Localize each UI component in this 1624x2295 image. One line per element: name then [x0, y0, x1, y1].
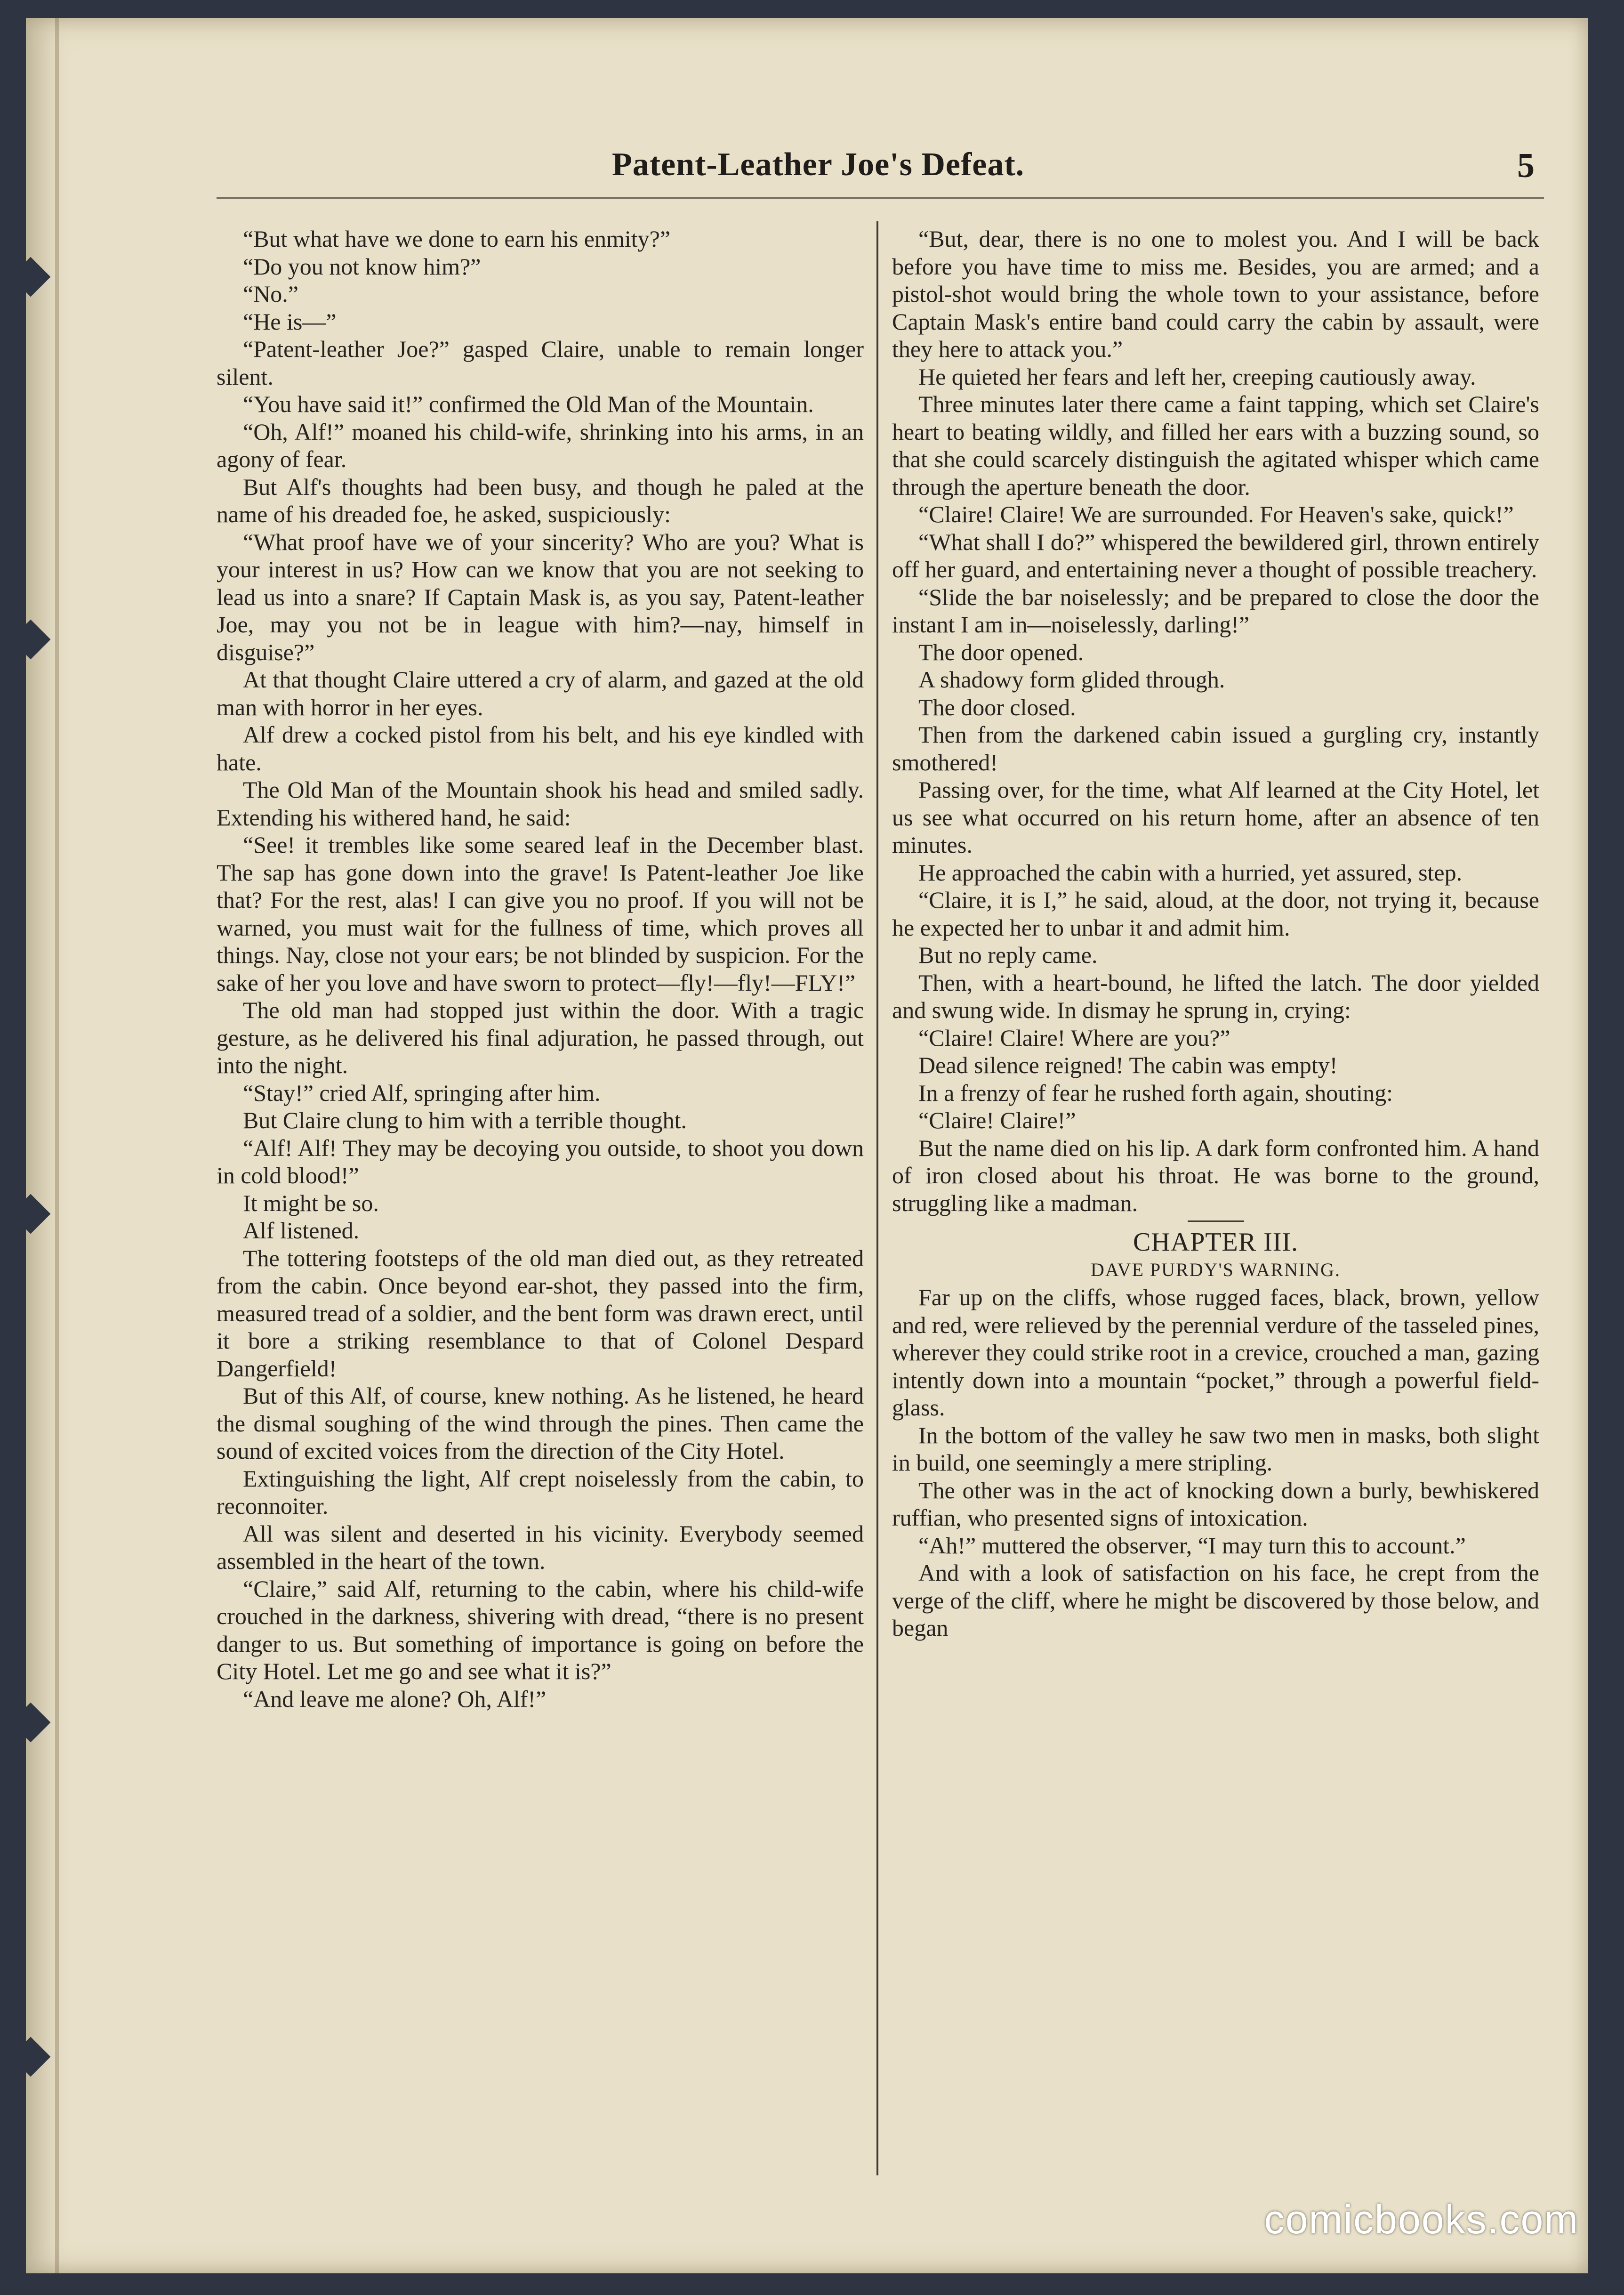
right-column [892, 225, 1539, 1642]
paragraph: “What shall I do?” whispered the bewildered girl, thrown entirely off her guard, and entertaining never a thought of possible treachery. [892, 528, 1539, 582]
column-divider [876, 221, 878, 2175]
paragraph: “He is—” [243, 308, 337, 335]
paragraph: “You have said it!” confirmed the Old Man of the Mountain. [243, 391, 814, 417]
paragraph: But the name died on his lip. A dark form confronted him. A hand of iron closed about his throat. He was borne to the ground, struggling like a madman. [892, 1134, 1539, 1216]
paragraph: In a frenzy of fear he rushed forth again, shouting: [918, 1079, 1393, 1106]
paragraph: “Patent-leather Joe?” gasped Claire, unable to remain longer silent. [217, 336, 864, 390]
chapter-subtitle: DAVE PURDY'S WARNING. [1090, 1259, 1341, 1280]
paragraph: In the bottom of the valley he saw two men in masks, both slight in build, one seemingly a mere stripling. [892, 1422, 1539, 1476]
binding-hole [11, 1703, 51, 1743]
paragraph: At that thought Claire uttered a cry of alarm, and gazed at the old man with horror in her eyes. [217, 666, 864, 720]
page-header [612, 146, 1535, 198]
paragraph: Then from the darkened cabin issued a gurgling cry, instantly smothered! [892, 721, 1539, 776]
paragraph: But no reply came. [918, 942, 1098, 968]
paragraph: “Stay!” cried Alf, springing after him. [243, 1079, 601, 1106]
binding-hole [11, 620, 51, 660]
paragraph: The other was in the act of knocking down a burly, bewhiskered ruffian, who presented signs of intoxication. [892, 1477, 1539, 1531]
paragraph: Extinguishing the light, Alf crept noiselessly from the cabin, to reconnoiter. [217, 1465, 864, 1519]
paragraph: Then, with a heart-bound, he lifted the latch. The door yielded and swung wide. In dismay he sprung in, crying: [892, 969, 1539, 1023]
paragraph: Alf listened. [243, 1217, 360, 1244]
paragraph: The door opened. [918, 638, 1084, 665]
paragraph: “No.” [243, 281, 298, 307]
paragraph: “But, dear, there is no one to molest you. And I will be back before you have time to miss me. Besides, you are armed; and a pistol-shot would bring the whole town to your assistance, before Captain Mask's entire band could carry the cabin by assault, were they here to attack you.” [892, 226, 1539, 362]
spine-shadow [55, 18, 59, 2273]
paragraph: He quieted her fears and left her, creeping cautiously away. [918, 363, 1476, 390]
paragraph: “Do you not know him?” [243, 253, 481, 280]
left-column [217, 225, 864, 1713]
paragraph: “Claire, it is I,” he said, aloud, at the door, not trying it, because he expected her to unbar it and admit him. [892, 887, 1539, 941]
page-number: 5 [1517, 146, 1535, 185]
paragraph: “What proof have we of your sincerity? Who are you? What is your interest in us? How can we know that you are not seeking to lead us into a snare? If Captain Mask is, as you say, Patent-leather Joe, may you not be in league with him?—nay, himself in disguise?” [217, 528, 864, 665]
paragraph: A shadowy form glided through. [918, 666, 1225, 693]
paragraph: Far up on the cliffs, whose rugged faces, black, brown, yellow and red, were relieved by the perennial verdure of the tasseled pines, wherever they could strike root in a crevice, crouched a man, gazing intently down into a mountain “pocket,” through a powerful field-glass. [892, 1284, 1539, 1421]
paragraph: But Alf's thoughts had been busy, and though he paled at the name of his dreaded foe, he asked, suspiciously: [217, 473, 864, 527]
paragraph: But of this Alf, of course, knew nothing. As he listened, he heard the dismal soughing of the wind through the pines. Then came the sound of excited voices from the direction of the City Hotel. [217, 1382, 864, 1464]
paragraph: The door closed. [918, 694, 1076, 720]
paragraph: “Claire! Claire! Where are you?” [918, 1024, 1230, 1051]
paragraph: “Alf! Alf! They may be decoying you outside, to shoot you down in cold blood!” [217, 1134, 864, 1188]
paragraph: “See! it trembles like some seared leaf in the December blast. The sap has gone down into the grave! Is Patent-leather Joe like that? For the rest, alas! I can give you no proof. If you will not be warned, you must wait for the fullness of time, which proves all things. Nay, close not your ears; be not blinded by suspicion. For the sake of her you love and have sworn to protect—fly!—fly!—FLY!” [217, 832, 864, 996]
site-watermark: comicbooks.com [1264, 2197, 1579, 2242]
chapter-title: CHAPTER III. [1133, 1228, 1299, 1257]
paragraph: And with a look of satisfaction on his face, he crept from the verge of the cliff, where he might be discovered by those below, and began [892, 1560, 1539, 1641]
paragraph: “But what have we done to earn his enmity?” [243, 226, 671, 252]
binding-hole [11, 2037, 51, 2077]
paragraph: Alf drew a cocked pistol from his belt, and his eye kindled with hate. [217, 721, 864, 776]
paragraph: Three minutes later there came a faint tapping, which set Claire's heart to beating wildly, and filled her ears with a buzzing sound, so that she could scarcely distinguish the agitated whisper which came through the aperture beneath the door. [892, 391, 1539, 500]
paragraph: “And leave me alone? Oh, Alf!” [243, 1685, 547, 1712]
paragraph: “Claire,” said Alf, returning to the cabin, where his child-wife crouched in the darkness, shivering with dread, “there is no present danger to us. But something of importance is going on before the City Hotel. Let me go and see what it is?” [217, 1575, 864, 1684]
paragraph: “Claire! Claire! We are surrounded. For Heaven's sake, quick!” [918, 501, 1514, 527]
running-title: Patent-Leather Joe's Defeat. [612, 146, 1025, 183]
paragraph: “Ah!” muttered the observer, “I may turn this to account.” [918, 1532, 1466, 1559]
paragraph: The Old Man of the Mountain shook his head and smiled sadly. Extending his withered hand, he said: [217, 776, 864, 831]
paragraph: “Oh, Alf!” moaned his child-wife, shrinking into his arms, in an agony of fear. [217, 418, 864, 472]
header-rule [217, 197, 1544, 199]
paragraph: The tottering footsteps of the old man died out, as they retreated from the cabin. Once beyond ear-shot, they passed into the firm, measured tread of a soldier, and the bent form was drawn erect, until it bore a striking resemblance to that of Colonel Despard Dangerfield! [217, 1244, 864, 1382]
paragraph: “Slide the bar noiselessly; and be prepared to close the door the instant I am in—noiselessly, darling!” [892, 583, 1539, 638]
paragraph: Dead silence reigned! The cabin was empty! [918, 1052, 1338, 1078]
paragraph: He approached the cabin with a hurried, yet assured, step. [918, 859, 1463, 886]
paragraph: All was silent and deserted in his vicinity. Everybody seemed assembled in the heart of the town. [217, 1520, 864, 1574]
paragraph: Passing over, for the time, what Alf learned at the City Hotel, let us see what occurred on his return home, after an absence of ten minutes. [892, 776, 1539, 858]
paragraph: “Claire! Claire!” [918, 1107, 1076, 1133]
section-rule [1188, 1220, 1244, 1222]
binding-hole [11, 257, 51, 297]
paragraph: But Claire clung to him with a terrible thought. [243, 1107, 687, 1133]
binding-hole [11, 1194, 51, 1234]
paragraph: It might be so. [243, 1189, 379, 1216]
paragraph: The old man had stopped just within the door. With a tragic gesture, as he delivered his final adjuration, he passed through, out into the night. [217, 997, 864, 1078]
